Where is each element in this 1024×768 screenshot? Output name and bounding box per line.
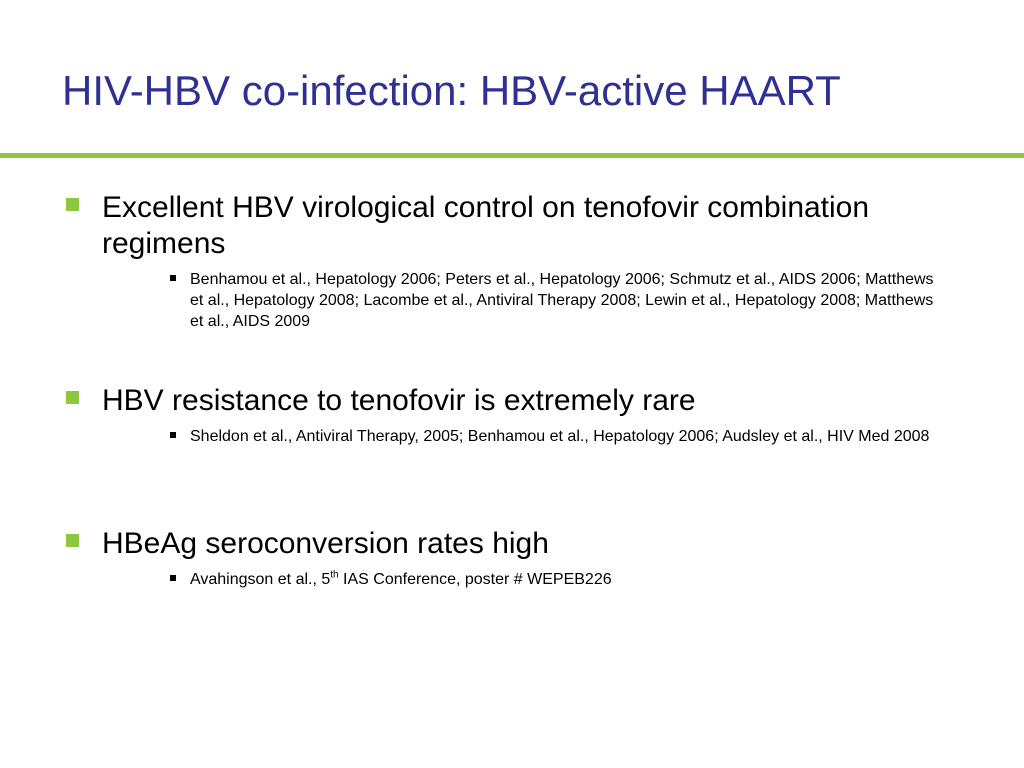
bullet-text: HBV resistance to tenofovir is extremely rare [102,384,696,417]
bullet-text: Excellent HBV virological control on tenofovir combination regimens [102,191,870,260]
reference-text: Benhamou et al., Hepatology 2006; Peters et al., Hepatology 2006; Schmutz et al., AIDS 2006; Matthews et al., Hepatology 2008; Lacombe et al., Antiviral Therapy 2008; Lewin et al., Hepatology 2008; Matthews et al., AIDS 2009 [190,271,934,330]
reference-text [190,569,950,590]
sub-bullet-row [170,269,950,332]
bullet-row [66,526,966,562]
reference-text: Sheldon et al., Antiviral Therapy, 2005; Benhamou et al., Hepatology 2006; Audsley et al., HIV Med 2008 [190,428,930,445]
bullet-item [66,383,966,447]
slide-title: HIV-HBV co-infection: HBV-active HAART [62,67,841,114]
sub-bullet-row [170,426,950,447]
title-divider [0,153,1024,158]
small-square-bullet-icon [170,432,176,438]
square-bullet-icon [66,198,79,211]
sub-bullet-row [170,569,950,590]
bullet-row [66,383,966,419]
bullet-text: HBeAg seroconversion rates high [102,527,549,560]
reference-text-after: IAS Conference, poster # WEPEB226 [338,571,612,588]
small-square-bullet-icon [170,275,176,281]
small-square-bullet-icon [170,575,176,581]
ordinal-suffix: th [330,569,339,581]
reference-text-before: Avahingson et al., 5 [190,571,331,588]
bullet-row [66,190,966,262]
bullet-item [66,190,966,332]
square-bullet-icon [66,534,79,547]
square-bullet-icon [66,391,79,404]
bullet-item [66,526,966,590]
